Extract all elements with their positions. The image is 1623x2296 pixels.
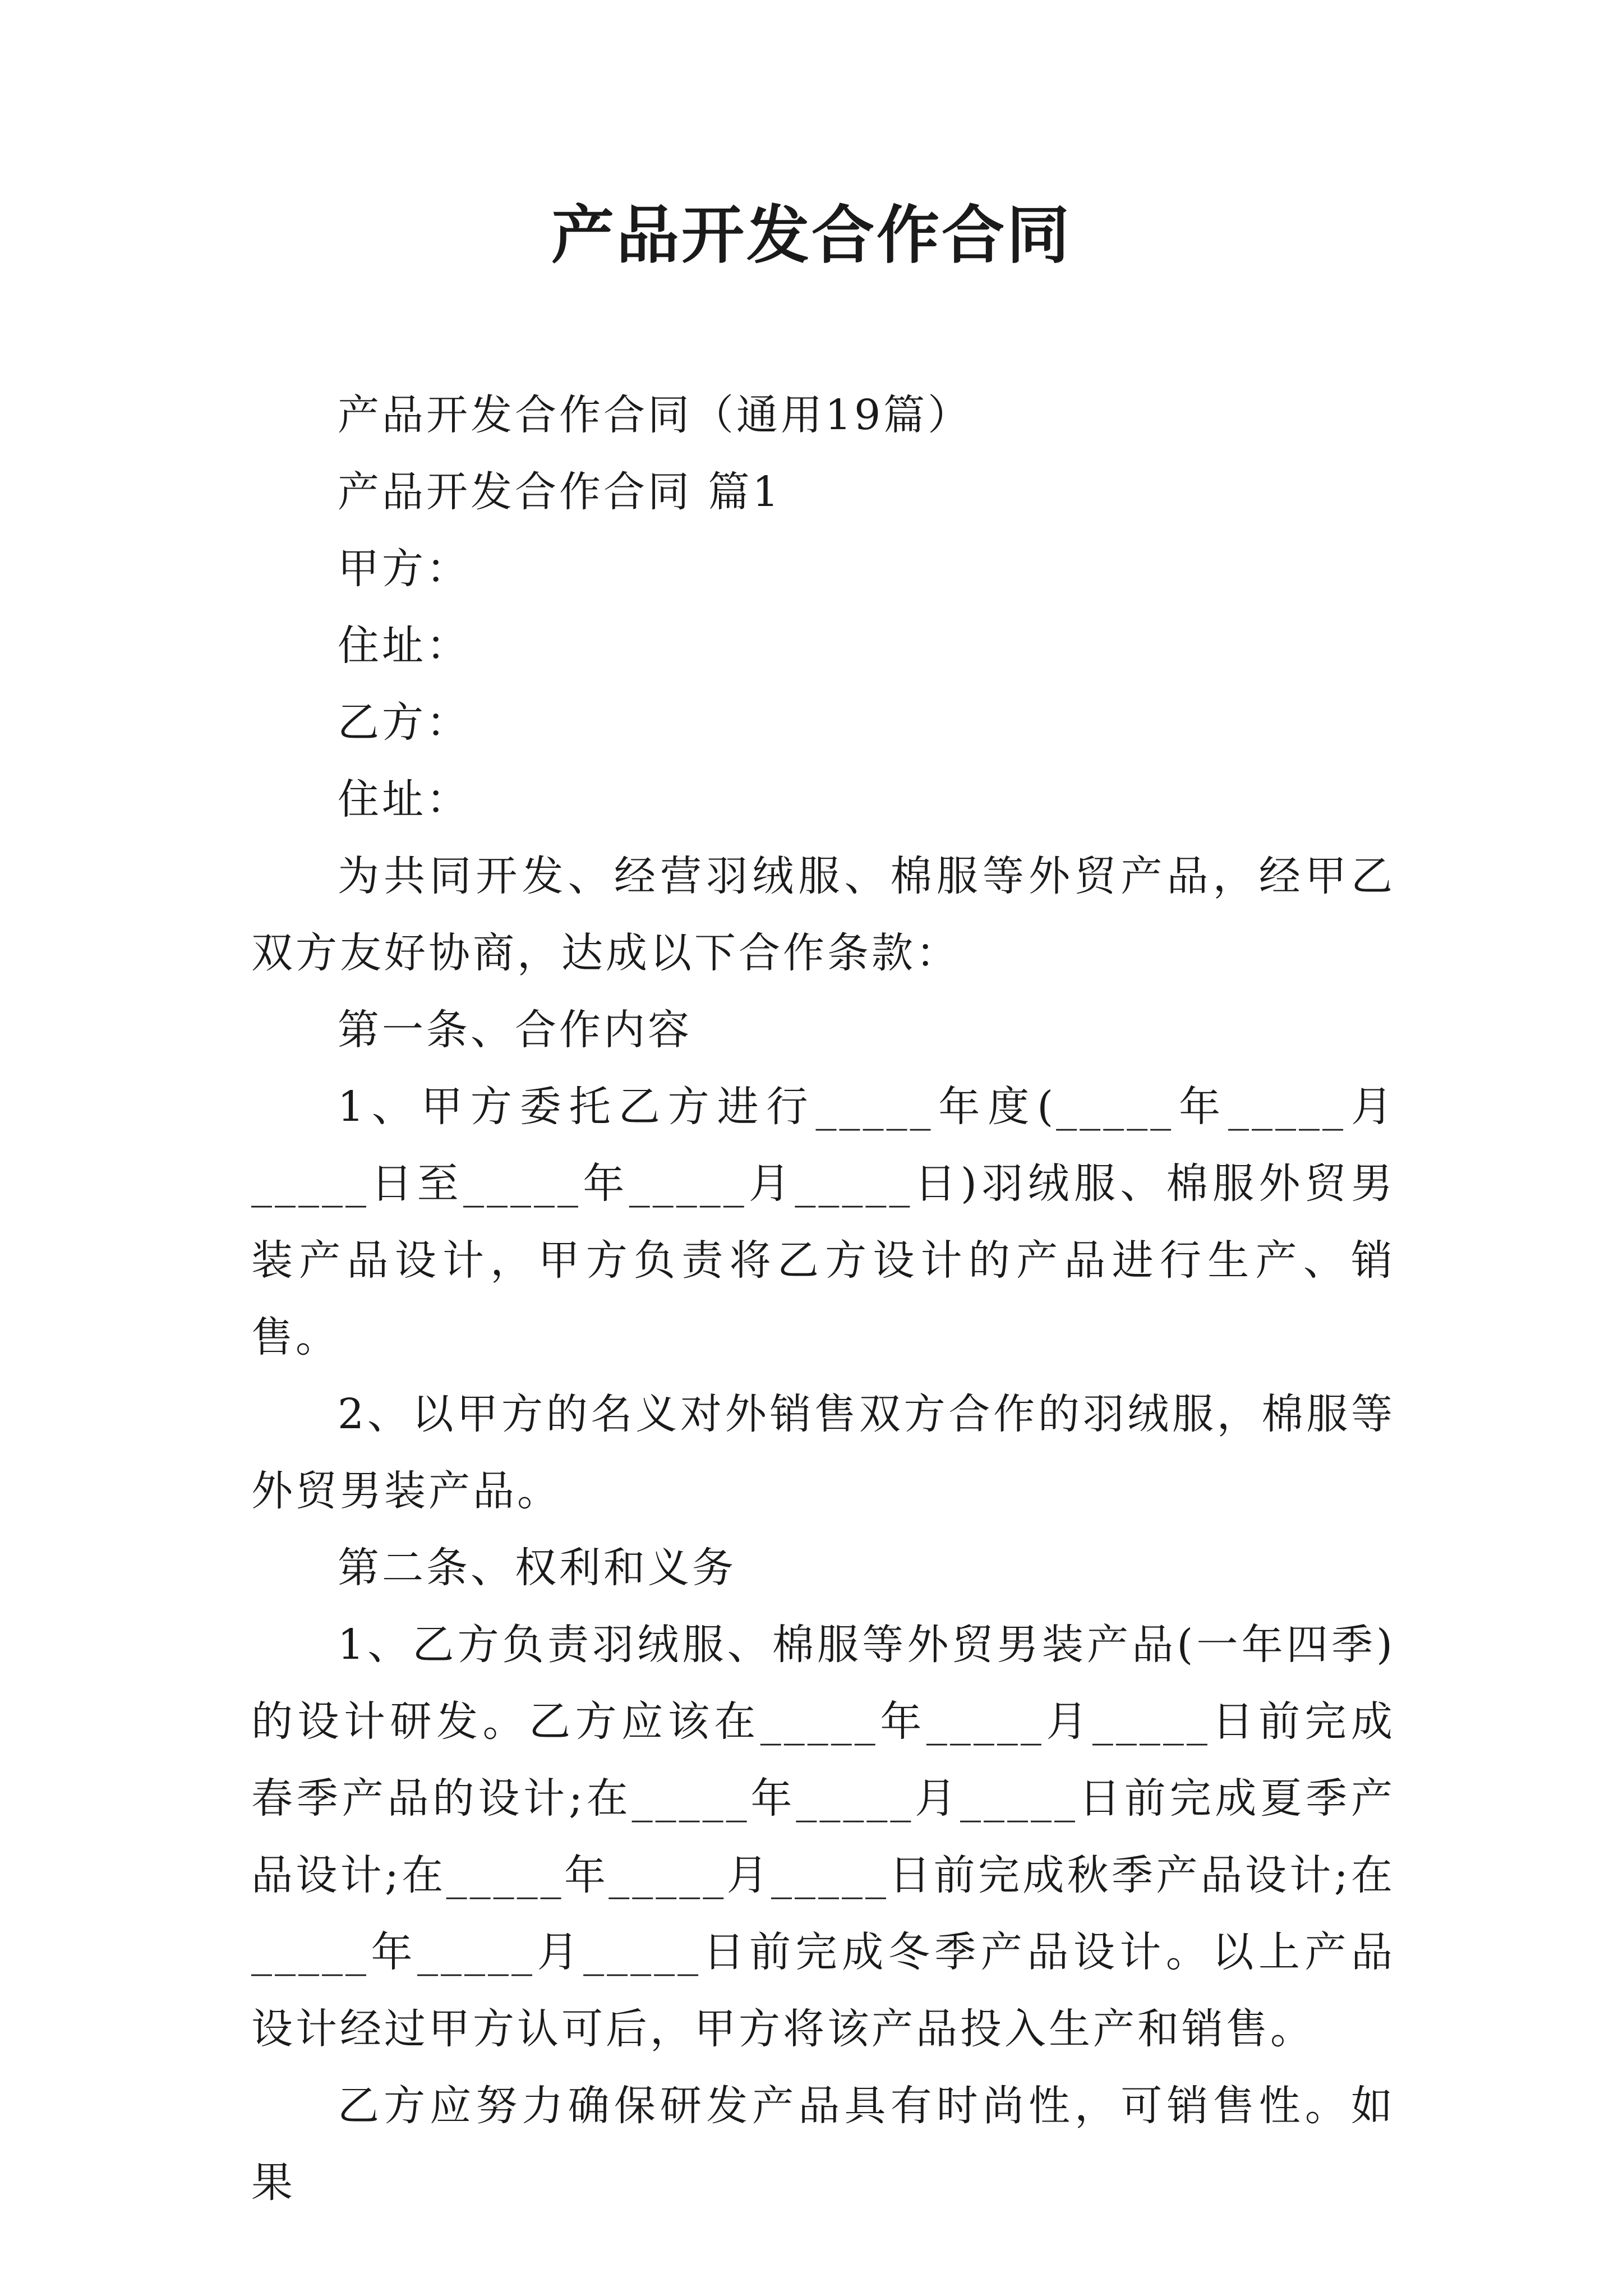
paragraph-article-1-heading: 第一条、合作内容 <box>338 1006 692 1054</box>
document-title: 产品开发合作合同 <box>551 199 1072 272</box>
paragraph-subtitle: 产品开发合作合同（通用19篇） <box>338 391 972 439</box>
paragraph-party-b-address: 住址： <box>338 775 471 823</box>
paragraph-article-2-item-1: 1、乙方负责羽绒服、棉服等外贸男装产品(一年四季)的设计研发。乙方应该在_____年_____月_____日前完成春季产品的设计;在_____年_____月_____日前完成夏季产品设计;在_____年_____月_____日前完成秋季产品设计;在_____年_____月_____日前完成冬季产品设计。以上产品设计经过甲方认可后，甲方将该产品投入生产和销售。 <box>251 1621 1395 2053</box>
paragraph-preamble: 为共同开发、经营羽绒服、棉服等外贸产品，经甲乙双方友好协商，达成以下合作条款： <box>251 852 1395 977</box>
paragraph-article-1-item-1: 1、甲方委托乙方进行_____年度(_____年_____月_____日至_____年_____月_____日)羽绒服、棉服外贸男装产品设计，甲方负责将乙方设计的产品进行生产、销售。 <box>251 1083 1395 1361</box>
paragraph-party-a: 甲方： <box>338 545 471 593</box>
paragraph-party-b: 乙方： <box>338 698 471 747</box>
paragraph-party-a-address: 住址： <box>338 622 471 670</box>
paragraph-article-1-item-2: 2、以甲方的名义对外销售双方合作的羽绒服，棉服等外贸男装产品。 <box>251 1390 1395 1515</box>
document-body <box>251 377 1395 2221</box>
paragraph-article-2-continued: 乙方应努力确保研发产品具有时尚性，可销售性。如果 <box>251 2082 1395 2207</box>
paragraph-section-heading: 产品开发合作合同 篇1 <box>338 468 782 516</box>
paragraph-article-2-heading: 第二条、权利和义务 <box>338 1544 736 1592</box>
